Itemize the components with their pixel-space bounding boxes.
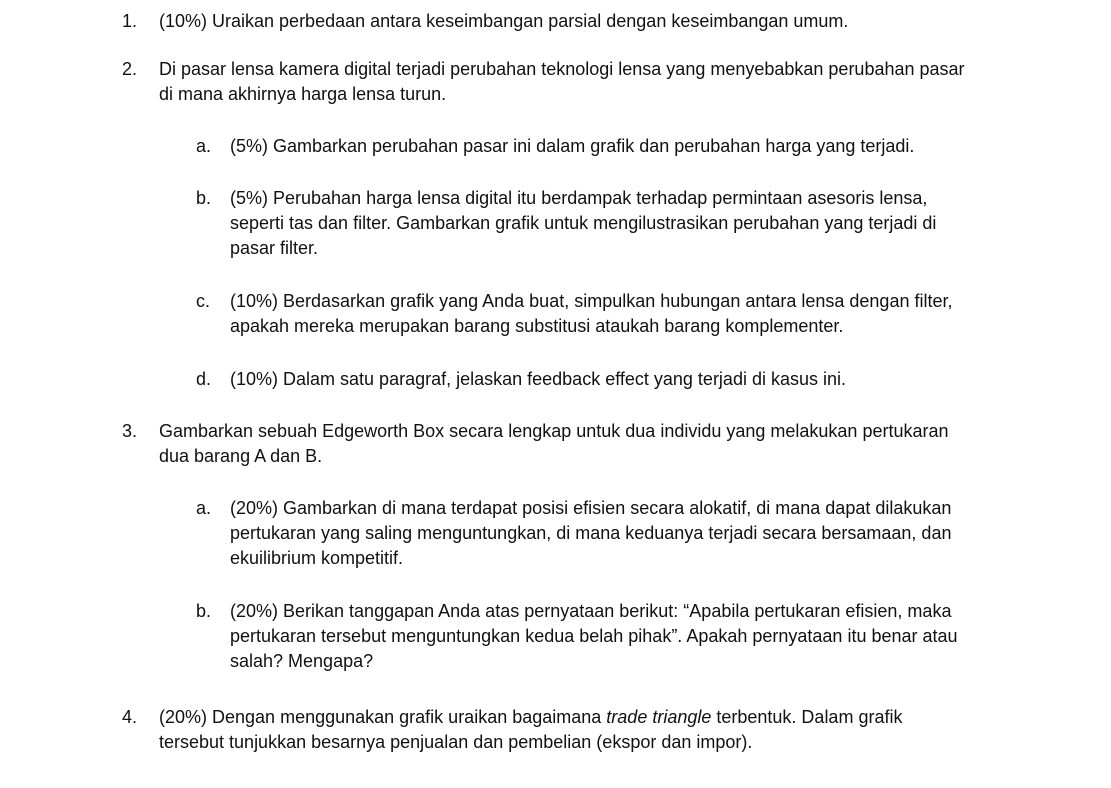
subquestion-text [230, 496, 1086, 571]
subquestion-text [230, 186, 1086, 261]
question-text [159, 57, 1082, 107]
question-text [159, 705, 1082, 755]
subquestion-text [230, 289, 1086, 339]
subquestion-letter: d. [196, 369, 212, 389]
question-2a [196, 134, 1086, 159]
question-3 [122, 419, 1082, 469]
question-text [159, 9, 1082, 34]
text-line: (10%) Uraikan perbedaan antara keseimbangan parsial dengan keseimbangan umum. [159, 11, 849, 31]
subquestion-letter: a. [196, 498, 212, 518]
text-line: Gambarkan sebuah Edgeworth Box secara lengkap untuk dua individu yang melakukan pertukaran [159, 421, 949, 441]
question-2c [196, 289, 1086, 339]
text-line: seperti tas dan filter. Gambarkan grafik untuk mengilustrasikan perubahan yang terjadi di [230, 213, 937, 233]
text-line: (10%) Berdasarkan grafik yang Anda buat, simpulkan hubungan antara lensa dengan filter, [230, 291, 953, 311]
text-line: salah? Mengapa? [230, 651, 374, 671]
subquestion-text [230, 134, 1086, 159]
question-number: 1. [122, 11, 138, 31]
text-segment: (20%) Dengan menggunakan grafik uraikan bagaimana [159, 707, 607, 727]
text-line: (20%) Gambarkan di mana terdapat posisi efisien secara alokatif, di mana dapat dilakukan [230, 498, 952, 518]
subquestion-letter: b. [196, 601, 212, 621]
question-4 [122, 705, 1082, 755]
subquestion-text [230, 367, 1086, 392]
question-2b [196, 186, 1086, 261]
text-line: ekuilibrium kompetitif. [230, 548, 404, 568]
text-line: (10%) Dalam satu paragraf, jelaskan feedback effect yang terjadi di kasus ini. [230, 369, 846, 389]
text-line: di mana akhirnya harga lensa turun. [159, 84, 447, 104]
subquestion-text [230, 599, 1086, 674]
italic-term: trade triangle [606, 707, 712, 727]
text-line: (5%) Gambarkan perubahan pasar ini dalam grafik dan perubahan harga yang terjadi. [230, 136, 915, 156]
question-3a [196, 496, 1086, 571]
question-2 [122, 57, 1082, 107]
text-line: tersebut tunjukkan besarnya penjualan dan pembelian (ekspor dan impor). [159, 732, 753, 752]
text-line: pertukaran tersebut menguntungkan kedua belah pihak”. Apakah pernyataan itu benar atau [230, 626, 958, 646]
question-text [159, 419, 1082, 469]
question-number: 3. [122, 421, 138, 441]
text-line: (5%) Perubahan harga lensa digital itu berdampak terhadap permintaan asesoris lensa, [230, 188, 928, 208]
subquestion-letter: c. [196, 291, 211, 311]
text-line [159, 705, 1082, 730]
subquestion-letter: a. [196, 136, 212, 156]
text-line: pertukaran yang saling menguntungkan, di mana keduanya terjadi secara bersamaan, dan [230, 523, 952, 543]
question-3b [196, 599, 1086, 674]
subquestion-letter: b. [196, 188, 212, 208]
question-1 [122, 9, 1082, 34]
text-line: dua barang A dan B. [159, 446, 323, 466]
text-line: Di pasar lensa kamera digital terjadi perubahan teknologi lensa yang menyebabkan perubahan pasar [159, 59, 965, 79]
question-number: 2. [122, 59, 138, 79]
text-line: apakah mereka merupakan barang substitusi ataukah barang komplementer. [230, 316, 844, 336]
text-line: pasar filter. [230, 238, 319, 258]
question-2d [196, 367, 1086, 392]
text-segment: terbentuk. Dalam grafik [711, 707, 903, 727]
text-line: (20%) Berikan tanggapan Anda atas pernyataan berikut: “Apabila pertukaran efisien, maka [230, 601, 952, 621]
question-number: 4. [122, 707, 138, 727]
